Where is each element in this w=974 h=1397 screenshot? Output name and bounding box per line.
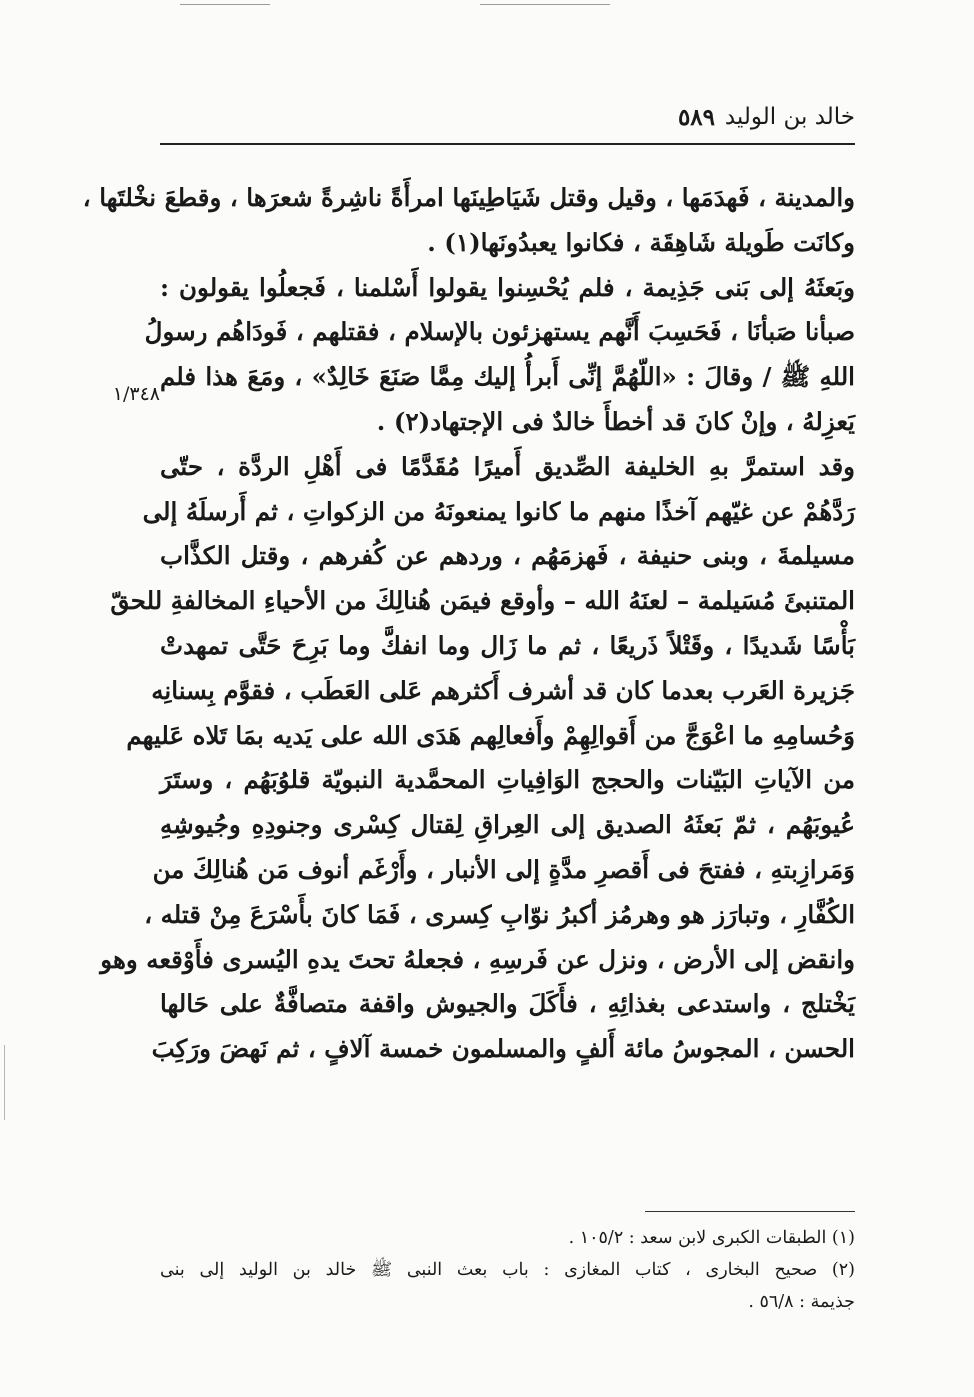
footnote-line: (١) الطبقات الكبرى لابن سعد : ١٠٥/٢ . (568, 1228, 855, 1248)
text-line: وَحُسامِهِ ما اعْوَجَّ من أَقوالِهِمْ وأَفعالِهم هَدَى الله على يَديه بمَا تَلاه عَليهم (126, 720, 855, 750)
text-line: عُيوبَهُم ، ثمّ بَعثَهُ الصديق إلى العِراقِ لِقتال كِسْرى وجنودِهِ وجُيوشِهِ (160, 810, 855, 840)
scan-artifact (480, 4, 610, 5)
text-line: رَدَّهُمْ عن غيّهم آخذًا منهم ما كانوا يمنعونَهُ من الزكواتِ ، ثم أَرسلَهُ إلى (142, 496, 855, 526)
footnote-line: (٢) صحيح البخارى ، كتاب المغازى : باب بعث النبى ﷺ خالد بن الوليد إلى بنى (160, 1260, 855, 1280)
footnotes (160, 1222, 855, 1318)
page-header (160, 104, 855, 140)
text-line: الحسن ، المجوسُ مائة أَلفٍ والمسلمون خمسة آلافٍ ، ثم نَهضَ ورَكِبَ (151, 1034, 855, 1064)
header-rule (160, 143, 855, 145)
text-line: من الآياتِ البَيّنات والحجج الوَافِياتِ المحمَّدية النبويّة قلوُبَهُم ، وستَرَ (160, 765, 855, 795)
text-line: يَخْتلج ، واستدعى بغذائِهِ ، فأَكَلَ والجيوش واقفة متصافَّةٌ على حَالها (160, 989, 855, 1019)
text-line: وقد استمرَّ بهِ الخليفة الصِّديق أَميرًا مُقَدَّمًا فى أَهْلِ الردَّة ، حتّى (160, 451, 855, 481)
text-line: الكُفَّارِ ، وتبارَز هو وهرمُز أكبرُ نوّابِ كِسرى ، فَمَا كانَ بأَسْرَعَ مِنْ قتله ، (144, 899, 855, 929)
footnote-line: جذيمة : ٥٦/٨ . (748, 1292, 855, 1312)
text-line: مسيلمةَ ، وبنى حنيفة ، فَهزمَهُم ، وردهم عن كُفرهم ، وقتل الكذَّاب (160, 541, 855, 571)
scan-artifact (4, 1045, 5, 1120)
text-line: وانقض إلى الأرض ، ونزل عن فَرسِهِ ، فجعلهُ تحتَ يدهِ اليُسرى فأَوْقعه وهو (100, 944, 855, 974)
text-line: وَمَرازِبتهِ ، ففتحَ فى أَقصرِ مدَّةٍ إلى الأنبار ، وأَرْغَم أنوف مَن هُنالِكَ من (152, 854, 855, 884)
text-line: اللهِ ﷺ / وقالَ : «اللّهُمَّ إنِّى أَبرأُ إليك مِمَّا صَنَعَ خَالِدٌ» ، ومَعَ هذا فلم (160, 362, 855, 392)
text-line: المتنبئَ مُسَيلمة – لعنَهُ الله – وأوقع فيمَن هُنالِكَ من الأحياءِ المخالفةِ للحقّ (110, 586, 855, 616)
text-line: بَأْسًا شَديدًا ، وقَتْلاً ذَريعًا ، ثم ما زَال وما انفكَّ وما بَرِحَ حَتَّى تمهدتْ (160, 630, 855, 660)
page-number: ٥٨٩ (677, 104, 715, 131)
scan-artifact (180, 4, 270, 5)
text-line: يَعزِلهُ ، وإنْ كانَ قد أخطأَ خالدٌ فى الإجتهاد(٢) . (376, 406, 855, 436)
text-line: والمدينة ، فَهدَمَها ، وقيل وقتل شَيَاطِينَها امرأَةً ناشِرةً شعرَها ، وقطعَ نخْلتَها ، (82, 183, 855, 212)
running-title: خالد بن الوليد (724, 104, 855, 130)
text-line: جَزيرة العَرب بعدما كان قد أشرف أَكثرهم عَلى العَطَب ، فقوَّم بِسنانِه (151, 675, 855, 705)
text-line: وكانَت طَويلة شَاهِقَة ، فكانوا يعبدُونَها(١) . (427, 227, 855, 257)
text-line: وبَعثَهُ إلى بَنى جَذِيمة ، فلم يُحْسِنوا يقولوا أَسْلمنا ، فَجعلُوا يقولون : (160, 272, 855, 302)
text-line: صبأنا صَبأنَا ، فَحَسِبَ أَنَّهم يستهزئون بالإسلام ، فقتلهم ، فَودَاهُم رسولُ (144, 317, 855, 347)
footnote-rule (645, 1211, 855, 1212)
margin-note: ١/٣٤٨ (112, 383, 160, 405)
